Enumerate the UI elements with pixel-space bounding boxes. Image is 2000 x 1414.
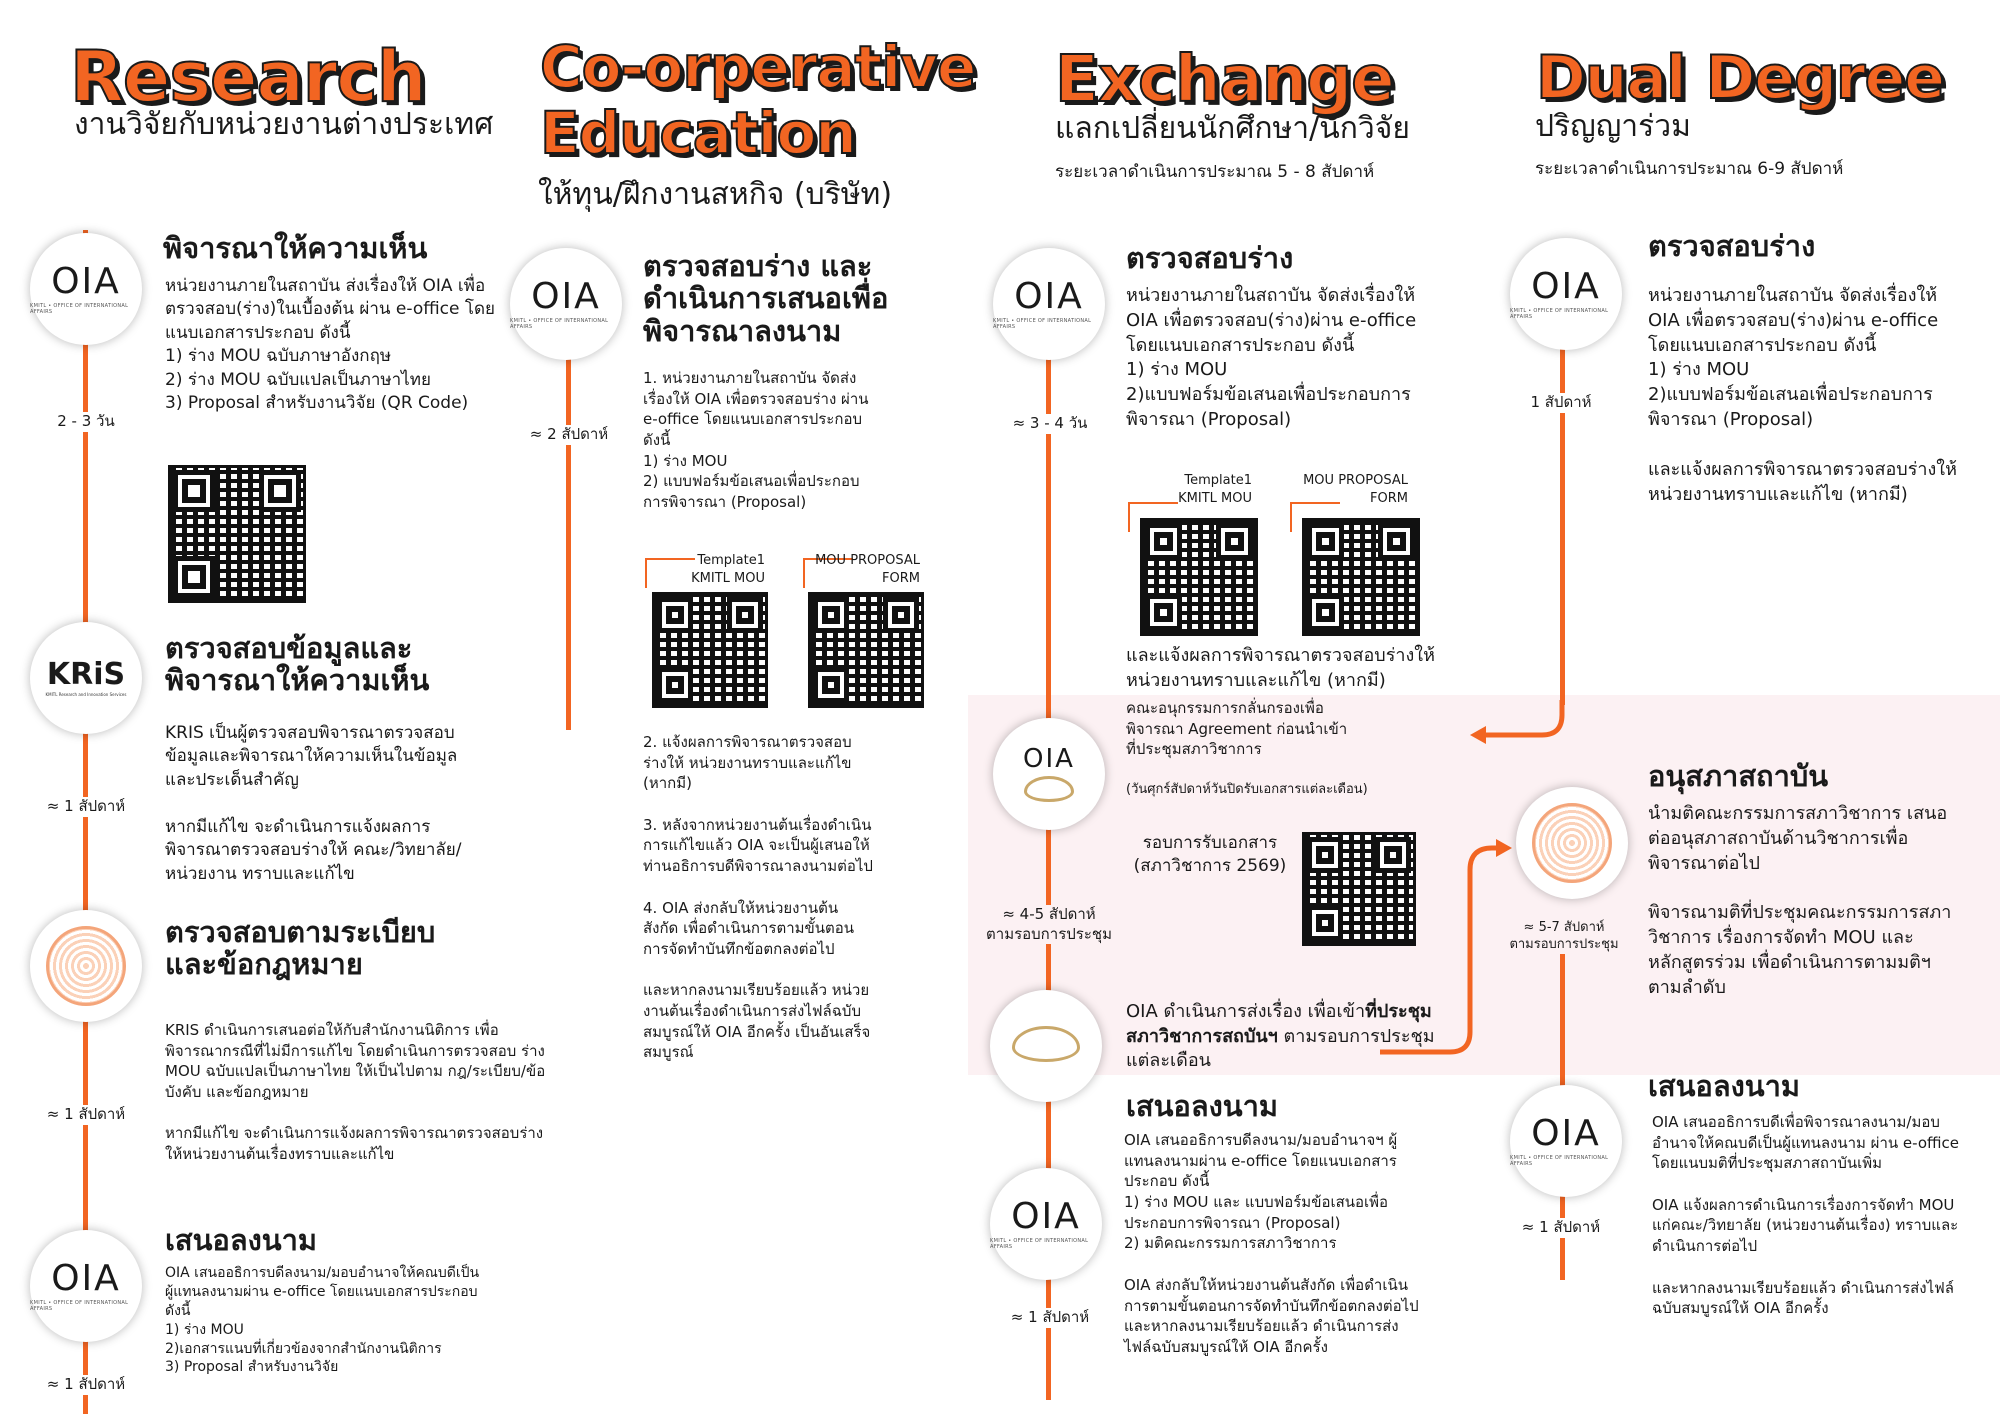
kmitl-seal-icon: [1532, 803, 1612, 883]
oia-cao-logo: [993, 718, 1105, 830]
cao-emblem-icon: [1012, 1026, 1080, 1062]
exchange-step2-text: [1126, 975, 1446, 1074]
kmitl-seal-icon: [46, 926, 126, 1006]
research-title: Research: [70, 36, 426, 118]
oia-logo-text: OIA: [51, 1257, 121, 1299]
oia-logo: [510, 248, 622, 360]
dual-step1-body: หน่วยงานภายในสถาบัน จัดส่งเรื่องให้ OIA เพื่อตรวจสอบ(ร่าง)ผ่าน e-office โดยแนบเอกสารประกอบ ดังนี้ 1) ร่าง MOU 2)แบบฟอร์มข้อเสนอเพื่อประกอบการพิจารณา (Proposal) และแจ้งผลการพิจารณาตรวจสอบร่างให้หน่วยงานทราบและแก้ไข (หากมี): [1648, 285, 1957, 505]
exchange-template-qr-code: [1140, 518, 1258, 636]
dual-step3-body: OIA เสนออธิการบดีเพื่อพิจารณาลงนาม/มอบอำนาจให้คณบดีเป็นผู้แทนลงนาม ผ่าน e-office โดยแนบมติที่ประชุมสภาสถาบันเพิ่ม OIA แจ้งผลการดำเนินการเรื่องการจัดทำ MOU แก่คณะ/วิทยาลัย (หน่วยงานต้นเรื่อง) ทราบและดำเนินการต่อไป และหากลงนามเรียบร้อยแล้ว ดำเนินการส่งไฟล์ฉบับสมบูรณ์ให้ OIA อีกครั้ง: [1652, 1113, 1959, 1318]
oia-logo-text: OIA: [1023, 744, 1075, 774]
kris-logo-subtext: KMITL Research and Innovation Services: [45, 691, 127, 697]
oia-logo: [1510, 1085, 1622, 1197]
dual-subtitle: ปริญญาร่วม: [1535, 109, 1691, 144]
dual-step2-heading: อนุสภาสถาบัน: [1648, 759, 1829, 793]
research-step2-heading: ตรวจสอบข้อมูลและพิจารณาให้ความเห็น: [165, 631, 430, 698]
research-subtitle: งานวิจัยกับหน่วยงานต่างประเทศ: [74, 107, 494, 142]
exchange-step1-heading: ตรวจสอบร่าง: [1126, 241, 1294, 275]
research-step3-heading: ตรวจสอบตามระเบียบและข้อกฎหมาย: [165, 915, 436, 982]
oia-logo-text: OIA: [1014, 275, 1084, 317]
coop-step-duration: ≈ 2 สัปดาห์: [520, 425, 618, 445]
coop-title-line1: Co-orperative: [540, 33, 976, 101]
coop-template-qr-code: [652, 592, 768, 708]
oia-logo-text: OIA: [1531, 1112, 1601, 1154]
research-step4-body: OIA เสนออธิการบดีลงนาม/มอบอำนาจให้คณบดีเป็นผู้แทนลงนามผ่าน e-office โดยแนบเอกสารประกอบ ดังนี้ 1) ร่าง MOU 2)เอกสารแนบที่เกี่ยวข้องจากสำนักงานนิติการ 3) Proposal สำหรับงานวิจัย: [165, 1265, 480, 1376]
research-step2-body: KRIS เป็นผู้ตรวจสอบพิจารณาตรวจสอบข้อมูลและพิจารณาให้ความเห็นในข้อมูลและประเด็นสำคัญ หากมีแก้ไข จะดำเนินการแจ้งผลการพิจารณาตรวจสอบร่างให้ คณะ/วิทยาลัย/หน่วยงาน ทราบและแก้ไข: [165, 723, 462, 884]
dual-period: ระยะเวลาดำเนินการประมาณ 6-9 สัปดาห์: [1535, 159, 1844, 179]
oia-logo-subtext: KMITL • OFFICE OF INTERNATIONAL AFFAIRS: [30, 302, 129, 315]
coop-proposal-qr-code: [808, 592, 924, 708]
research-step1-heading: พิจารณาให้ความเห็น: [163, 231, 428, 265]
exchange-title: Exchange: [1055, 43, 1394, 117]
coop-subtitle: ให้ทุน/ฝึกงานสหกิจ (บริษัท): [538, 177, 893, 212]
exchange-proposal-qr-code: [1302, 518, 1420, 636]
oia-logo-subtext: KMITL • OFFICE OF INTERNATIONAL AFFAIRS: [1510, 1154, 1609, 1167]
exchange-committee-text: คณะอนุกรรมการกลั่นกรองเพื่อพิจารณา Agreement ก่อนนำเข้าที่ประชุมสภาวิชาการ: [1126, 699, 1348, 759]
exchange-period: ระยะเวลาดำเนินการประมาณ 5 - 8 สัปดาห์: [1055, 162, 1375, 182]
research-step2-duration: ≈ 1 สัปดาห์: [40, 797, 132, 817]
oia-logo-subtext: KMITL • OFFICE OF INTERNATIONAL AFFAIRS: [30, 1299, 129, 1312]
coop-qr1-label: Template1 KMITL MOU: [691, 553, 765, 587]
dual-step2-body: นำมติคณะกรรมการสภาวิชาการ เสนอต่ออนุสภาสถาบันด้านวิชาการเพื่อพิจารณาต่อไป พิจารณามติที่ประชุมคณะกรรมการสภาวิชาการ เรื่องการจัดทำ MOU และ หลักสูตรร่วม เพื่อดำเนินการตามมติฯ ตามลำดับ: [1648, 803, 1952, 998]
dual-step2-duration: ≈ 5-7 สัปดาห์ ตามรอบการประชุม: [1505, 920, 1623, 954]
dual-step3-heading: เสนอลงนาม: [1648, 1069, 1801, 1103]
coop-body-part2: 2. แจ้งผลการพิจารณาตรวจสอบร่างให้ หน่วยงานทราบและแก้ไข (หากมี) 3. หลังจากหน่วยงานต้นเรื่องดำเนินการแก้ไขแล้ว OIA จะเป็นผู้เสนอให้ท่านอธิการบดีพิจารณาลงนามต่อไป 4. OIA ส่งกลับให้หน่วยงานต้นสังกัด เพื่อดำเนินการตามขั้นตอนการจัดทำบันทึกข้อตกลงต่อไป และหากลงนามเรียบร้อยแล้ว หน่วยงานต้นเรื่องดำเนินการส่งไฟล์ฉบับสมบูรณ์ให้ OIA อีกครั้ง เป็นอันเสร็จสมบูรณ์: [643, 733, 873, 1062]
oia-logo-text: OIA: [1531, 265, 1601, 307]
coop-qr2-label: MOU PROPOSAL FORM: [815, 553, 920, 587]
kmitl-seal-logo: [30, 910, 142, 1022]
oia-logo-subtext: KMITL • OFFICE OF INTERNATIONAL AFFAIRS: [993, 317, 1092, 330]
exchange-qr2-label: MOU PROPOSAL FORM: [1303, 473, 1408, 507]
dual-step1-duration: 1 สัปดาห์: [1515, 393, 1607, 413]
dual-title: Dual Degree: [1536, 43, 1944, 113]
oia-logo-text: OIA: [51, 260, 121, 302]
oia-logo-subtext: KMITL • OFFICE OF INTERNATIONAL AFFAIRS: [990, 1237, 1089, 1250]
kris-logo: [30, 622, 142, 734]
exchange-round-qr-code: [1302, 832, 1416, 946]
oia-logo: [30, 1230, 142, 1342]
oia-logo-text: OIA: [1011, 1195, 1081, 1237]
dual-step3-duration: ≈ 1 สัปดาห์: [1515, 1218, 1607, 1238]
research-step3-body: KRIS ดำเนินการเสนอต่อให้กับสำนักงานนิติการ เพื่อพิจารณากรณีที่ไม่มีการแก้ไข โดยดำเนินการตรวจสอบ ร่าง MOU ฉบับแปลเป็นภาษาไทย ให้เป็นไปตาม กฎ/ระเบียบ/ข้อบังคับ และข้อกฎหมาย หากมีแก้ไข จะดำเนินการแจ้งผลการพิจารณาตรวจสอบร่างให้หน่วยงานต้นเรื่องทราบและแก้ไข: [165, 1021, 546, 1164]
oia-logo-subtext: KMITL • OFFICE OF INTERNATIONAL AFFAIRS: [510, 317, 609, 330]
dual-step1-heading: ตรวจสอบร่าง: [1648, 229, 1816, 263]
exchange-step2-text-bold: ที่ประชุมสภาวิชาการสถบันฯ: [1126, 1000, 1432, 1047]
cao-emblem-icon: [1024, 776, 1074, 802]
research-step1-duration: 2 - 3 วัน: [40, 412, 132, 432]
exchange-step2-text-a: OIA ดำเนินการส่งเรื่อง เพื่อเข้า: [1126, 1000, 1366, 1022]
research-step3-duration: ≈ 1 สัปดาห์: [40, 1105, 132, 1125]
kmitl-seal-logo: [1516, 787, 1628, 899]
coop-body-part1: 1. หน่วยงานภายในสถาบัน จัดส่งเรื่องให้ OIA เพื่อตรวจสอบร่าง ผ่าน e-office โดยแนบเอกสารประกอบ ดังนี้ 1) ร่าง MOU 2) แบบฟอร์มข้อเสนอเพื่อประกอบการพิจารณา (Proposal): [643, 369, 869, 512]
oia-logo: [1510, 238, 1622, 350]
exchange-step1-body: หน่วยงานภายในสถาบัน จัดส่งเรื่องให้ OIA เพื่อตรวจสอบ(ร่าง)ผ่าน e-office โดยแนบเอกสารประกอบ ดังนี้ 1) ร่าง MOU 2)แบบฟอร์มข้อเสนอเพื่อประกอบการพิจารณา (Proposal): [1126, 285, 1417, 431]
exchange-step3-duration: ≈ 1 สัปดาห์: [1000, 1308, 1100, 1328]
exchange-step1-duration: ≈ 3 - 4 วัน: [1000, 414, 1100, 434]
research-step4-duration: ≈ 1 สัปดาห์: [40, 1375, 132, 1395]
research-step4-heading: เสนอลงนาม: [165, 1223, 318, 1257]
cao-logo: [990, 990, 1102, 1102]
oia-logo: [993, 248, 1105, 360]
coop-title-line2: Education: [540, 99, 856, 167]
oia-logo: [30, 233, 142, 345]
oia-logo: [990, 1168, 1102, 1280]
exchange-step3-heading: เสนอลงนาม: [1126, 1089, 1279, 1123]
exchange-step2-duration: ≈ 4-5 สัปดาห์ ตามรอบการประชุม: [986, 905, 1112, 943]
kris-logo-text: KRiS: [46, 656, 126, 692]
exchange-subtitle: แลกเปลี่ยนนักศึกษา/นักวิจัย: [1055, 111, 1410, 146]
research-step1-body: หน่วยงานภายในสถาบัน ส่งเรื่องให้ OIA เพื่อตรวจสอบ(ร่าง)ในเบื้องต้น ผ่าน e-office โดยแนบเอกสารประกอบ ดังนี้ 1) ร่าง MOU ฉบับภาษาอังกฤษ 2) ร่าง MOU ฉบับแปลเป็นภาษาไทย 3) Proposal สำหรับงานวิจัย (QR Code): [165, 276, 496, 414]
oia-logo-subtext: KMITL • OFFICE OF INTERNATIONAL AFFAIRS: [1510, 307, 1609, 320]
exchange-committee-note: (วันศุกร์สัปดาห์วันปิดรับเอกสารแต่ละเดือน): [1126, 782, 1368, 797]
oia-logo-text: OIA: [531, 275, 601, 317]
exchange-step1-after: และแจ้งผลการพิจารณาตรวจสอบร่างให้หน่วยงานทราบและแก้ไข (หากมี): [1126, 645, 1435, 691]
exchange-round-label: รอบการรับเอกสาร (สภาวิชาการ 2569): [1133, 833, 1287, 877]
research-qr-code: [168, 465, 306, 603]
coop-step-heading: ตรวจสอบร่าง และดำเนินการเสนอเพื่อพิจารณาลงนาม: [643, 249, 889, 348]
exchange-qr1-label: Template1 KMITL MOU: [1178, 473, 1252, 507]
exchange-step2-text-b: ตามรอบการประชุมแต่ละเดือน: [1126, 1025, 1435, 1072]
exchange-step3-body: OIA เสนออธิการบดีลงนาม/มอบอำนาจฯ ผู้แทนลงนามผ่าน e-office โดยแนบเอกสารประกอบ ดังนี้ 1) ร่าง MOU และ แบบฟอร์มข้อเสนอเพื่อประกอบการพิจารณา (Proposal) 2) มติคณะกรรมการสภาวิชาการ OIA ส่งกลับให้หน่วยงานต้นสังกัด เพื่อดำเนินการตามขั้นตอนการจัดทำบันทึกข้อตกลงต่อไป และหากลงนามเรียบร้อยแล้ว ดำเนินการส่งไฟล์ฉบับสมบูรณ์ให้ OIA อีกครั้ง: [1124, 1131, 1419, 1356]
